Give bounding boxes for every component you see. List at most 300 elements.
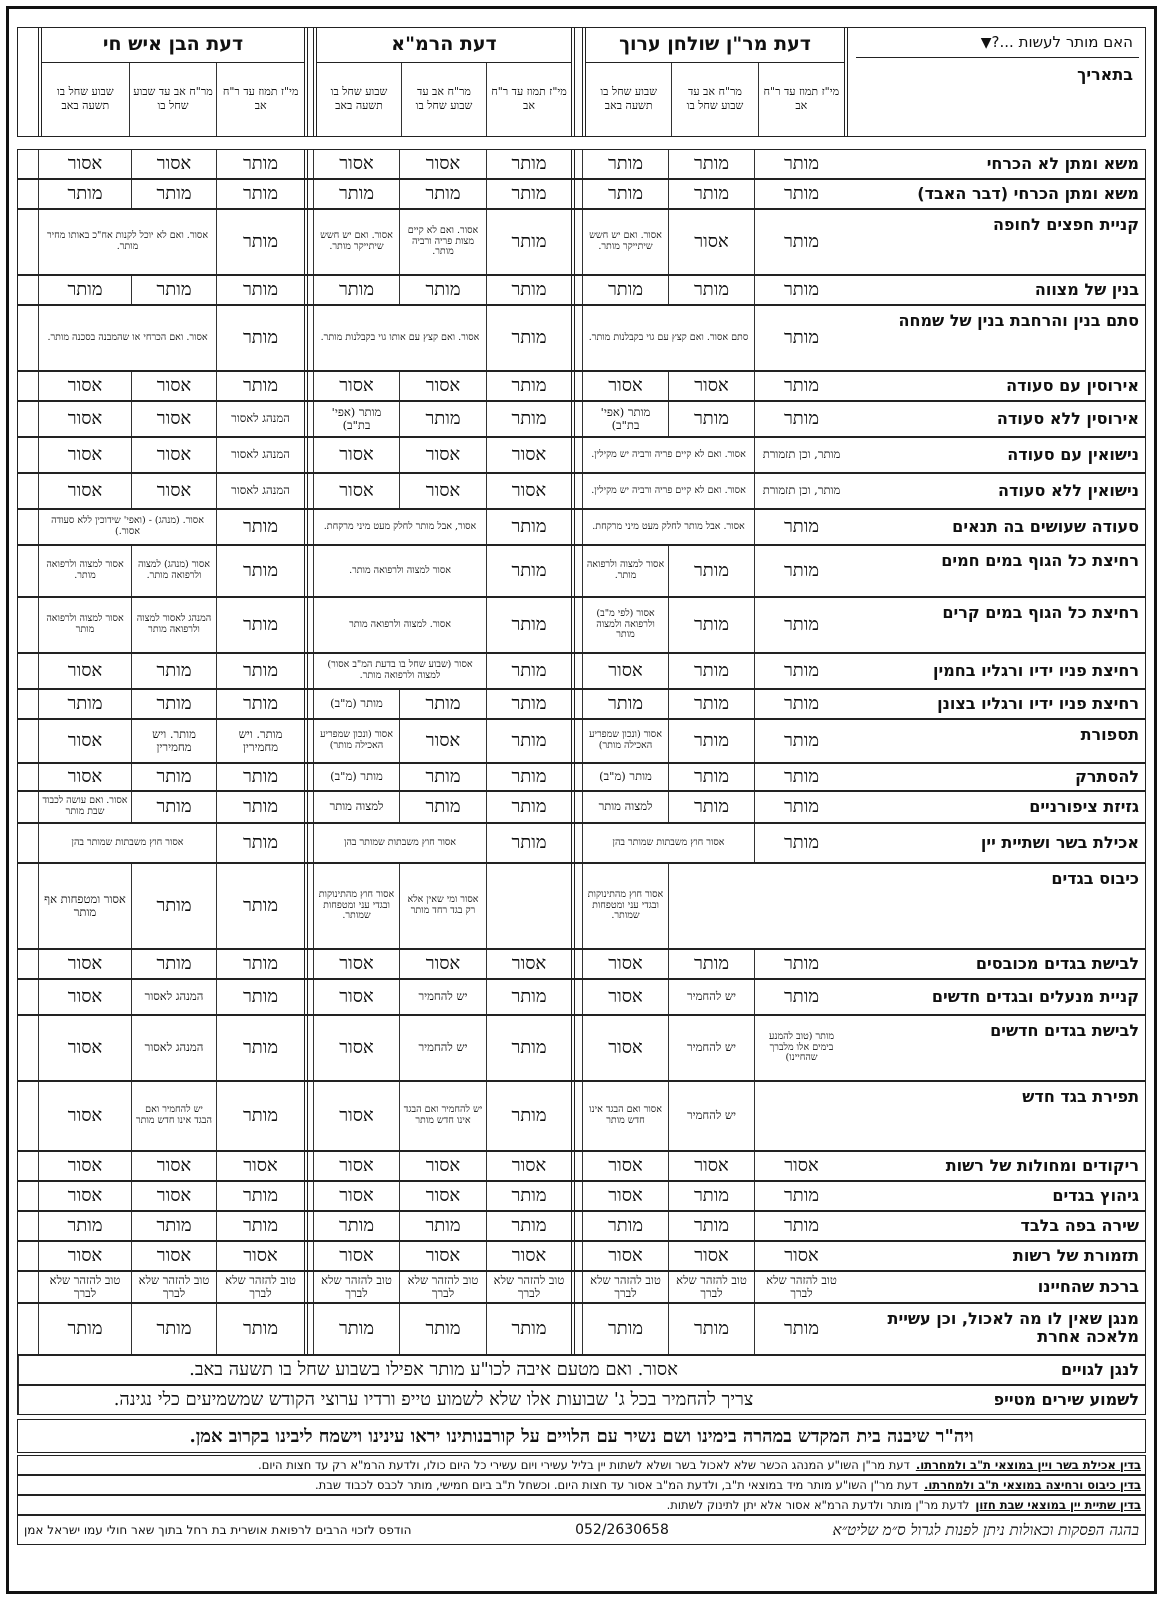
ruling-cell: יש להחמיר: [399, 1016, 486, 1080]
ruling-cell: מותר: [216, 546, 308, 596]
ruling-cell: מותר: [582, 276, 668, 304]
ruling-cell: מותר: [754, 598, 848, 652]
ruling-cell: יש להחמיר: [668, 1082, 754, 1150]
ruling-cell: אסור (מנהג) למצוה ולרפואה מותר.: [131, 546, 216, 596]
period-label: שבוע שחל בו תשעה באב: [56, 85, 114, 113]
ruling-cell: אסור למצוה ולרפואה מותר: [38, 598, 131, 652]
ruling-cell: מותר: [668, 546, 754, 596]
ruling-cell: אסור: [313, 150, 399, 178]
ruling-cell: אסור: [313, 1082, 399, 1150]
ruling-cell: יש להחמיר: [668, 980, 754, 1014]
table-row: [17, 437, 1146, 473]
table-row: [17, 719, 1146, 763]
ruling-cell: אסור: [399, 438, 486, 472]
ruling-cell: אסור חוץ מהתינוקות ובגדי עני ומטפחות שמותר.: [313, 864, 399, 948]
ruling-cell: מותר: [668, 1304, 754, 1354]
ruling-cell: המנהג לאסור: [131, 980, 216, 1014]
ruling-cell: מותר: [754, 690, 848, 718]
ruling-cell: טוב להזהר שלא לברך: [582, 1272, 668, 1302]
ruling-cell: מותר: [216, 1182, 308, 1210]
table-row: [17, 473, 1146, 509]
table-row: [17, 1303, 1146, 1355]
table-row: [17, 1181, 1146, 1211]
ruling-cell: אסור: [38, 150, 131, 178]
ruling-cell: מותר: [313, 1212, 399, 1240]
ruling-cell: אסור (ונכון שמפריע האכילה מותר): [313, 720, 399, 762]
note-title: בדין אכילת בשר ויין במוצאי ת"ב ולמחרתו.: [915, 1458, 1141, 1472]
table-row: [17, 1015, 1146, 1081]
ruling-cell: אסור: [38, 1082, 131, 1150]
ruling-cell: מותר: [216, 864, 308, 948]
period-label: מי"ז תמוז עד ר"ח אב: [758, 63, 844, 136]
ruling-cell: מותר: [582, 690, 668, 718]
note-title: בדין שתיית יין במוצאי שבת חזון: [975, 1498, 1141, 1512]
ruling-cell: מותר: [754, 276, 848, 304]
ruling-cell: מותר: [399, 276, 486, 304]
ruling-cell: מותר (אפי' בת"ב): [582, 402, 668, 436]
ruling-cell: אסור: [582, 1182, 668, 1210]
ruling-cell: אסור למצוה ולרפואה מותר.: [38, 546, 131, 596]
ruling-cell: אסור: [313, 1152, 399, 1180]
ruling-cell: מותר: [216, 276, 308, 304]
ruling-cell: טוב להזהר שלא לברך: [131, 1272, 216, 1302]
ruling-cell: אסור חוץ משבתות שמותר בהן: [38, 824, 216, 862]
table-row: [17, 509, 1146, 545]
table-row: [17, 823, 1146, 863]
ruling-cell: אסור: [399, 150, 486, 178]
ruling-cell: אסור: [38, 980, 131, 1014]
row-question: משא ומתן הכרחי (דבר האבד): [917, 183, 1139, 203]
row-question: בנין של מצווה: [1034, 279, 1139, 299]
ruling-cell: מותר: [486, 150, 575, 178]
ruling-cell: מותר: [216, 372, 308, 400]
ruling-cell: מותר: [486, 510, 575, 544]
ruling-cell: מותר: [131, 864, 216, 948]
ruling-cell: מותר: [668, 950, 754, 978]
row-question: רחיצת פניו ידיו ורגליו בצונן: [937, 693, 1139, 713]
table-row: [17, 1211, 1146, 1241]
ruling-cell: טוב להזהר שלא לברך: [486, 1272, 575, 1302]
ruling-cell: אסור ואם הבגד אינו חדש מותר: [582, 1082, 668, 1150]
ruling-cell: מותר: [754, 1212, 848, 1240]
ruling-cell: מותר: [216, 792, 308, 822]
ruling-cell: יש להחמיר: [399, 980, 486, 1014]
ruling-cell: מותר: [131, 792, 216, 822]
period-label: מר"ח אב עד שבוע שחל בו: [401, 63, 486, 136]
ruling-cell: אסור: [582, 654, 668, 688]
ruling-cell: מותר: [216, 598, 308, 652]
ruling-cell: מותר: [313, 180, 399, 208]
note-text: דעת מר"ן השו"ע המנהג הכשר שלא לאכול בשר ושלא לשתות יין בליל עשירי ויום עשירי כל היום כולו, ולדעת הרמ"א רק עד חצות היום.: [258, 1458, 910, 1472]
ruling-cell: מותר. ויש מחמירין: [216, 720, 308, 762]
row-question: להסתרק: [1075, 766, 1139, 786]
ruling-cell: מותר: [216, 950, 308, 978]
ruling-cell: מותר: [754, 180, 848, 208]
signature: בהגה הפסקות וכאולות ניתן לפנות לגרול ס״מ שליט״א: [832, 1520, 1139, 1539]
ruling-cell: אסור: [399, 1182, 486, 1210]
header-question: [856, 28, 1145, 136]
ruling-cell: יש להחמיר ואם הבגד אינו חדש מותר: [131, 1082, 216, 1150]
ruling-cell: אסור: [313, 1242, 399, 1270]
ruling-cell: אסור (ונכון שמפריע האכילה מותר): [582, 720, 668, 762]
ruling-cell: אסור: [582, 1152, 668, 1180]
table-row: [17, 597, 1146, 653]
prayer-line: ויה"ר שיבנה בית המקדש במהרה בימינו ושם נשיר עם הלויים על קורבנותינו יראו עינינו וישמח ליבינו בקרוב אמן.: [17, 1419, 1146, 1453]
ruling-cell: אסור: [131, 150, 216, 178]
ruling-cell: מותר: [216, 1212, 308, 1240]
group-title: דעת הרמ"א: [317, 28, 571, 63]
ruling-cell: מותר: [668, 654, 754, 688]
ruling-cell: מותר: [486, 1212, 575, 1240]
ruling-cell: מותר: [131, 690, 216, 718]
ruling-cell: מותר: [486, 546, 575, 596]
ruling-cell: אסור: [38, 654, 131, 688]
table-row: [17, 791, 1146, 823]
publisher-line: [17, 1515, 1146, 1545]
ruling-cell: מותר: [131, 1304, 216, 1354]
row-question: אכילת בשר ושתיית יין: [980, 832, 1139, 852]
ruling-cell: [668, 864, 848, 948]
ruling-cell: מותר: [38, 1304, 131, 1354]
row-question: רחיצת פניו ידיו ורגליו בחמין: [933, 660, 1139, 680]
ruling-cell: אסור: [38, 1016, 131, 1080]
ruling-cell: אסור. ואם יש חשש שיתייקר מותר.: [582, 210, 668, 274]
ruling-cell: מותר: [486, 824, 575, 862]
ruling-cell: אסור: [668, 210, 754, 274]
footer-note: [17, 1475, 1146, 1495]
table-row: [17, 209, 1146, 275]
table-row: [17, 653, 1146, 689]
ruling-cell: מותר: [486, 372, 575, 400]
row-question: קניית חפצים לחופה: [992, 215, 1139, 234]
triangle-down-icon: ▼: [980, 35, 992, 51]
ruling-cell: אסור: [486, 1152, 575, 1180]
ruling-cell: אסור: [38, 474, 131, 508]
ruling-cell: אסור: [313, 1016, 399, 1080]
ruling-cell: מותר: [668, 1182, 754, 1210]
note-text: דעת מר"ן השו"ע מותר מיד במוצאי ת"ב, ולדעת המ"ב אסור עד חצות היום. וכשחל ת"ב ביום חמישי, מותר לכבס לכבוד שבת.: [315, 1478, 918, 1492]
row-question: אירוסין עם סעודה: [1006, 375, 1139, 395]
ruling-cell: מותר: [216, 764, 308, 790]
row-question: ריקודים ומחולות של רשות: [945, 1155, 1139, 1175]
ruling-cell: מותר (מ"ב): [313, 764, 399, 790]
ruling-cell: מותר: [313, 1304, 399, 1354]
ruling-cell: אסור: [216, 1152, 308, 1180]
ruling-cell: מותר: [486, 1082, 575, 1150]
period-label: מר"ח אב עד שבוע שחל בו: [129, 63, 217, 136]
ruling-cell: מותר (מ"ב): [313, 690, 399, 718]
ruling-cell: מותר: [582, 1212, 668, 1240]
ruling-cell: מותר: [754, 150, 848, 178]
ruling-cell: מותר: [486, 306, 575, 370]
row-question: סעודה שעושים בה תנאים: [952, 516, 1139, 536]
date-label: בתאריך: [1077, 65, 1133, 85]
ruling-cell: אסור: [399, 950, 486, 978]
table-row: [17, 1151, 1146, 1181]
ruling-cell: אסור: [754, 1152, 848, 1180]
footer-note: [17, 1455, 1146, 1475]
row-question: נישואין עם סעודה: [1007, 444, 1139, 464]
ruling-cell: מותר: [754, 372, 848, 400]
ruling-cell: אסור: [754, 1242, 848, 1270]
ruling-cell: מותר: [754, 306, 848, 370]
ruling-cell: מותר: [754, 210, 848, 274]
row-question: ברכת שהחיינו: [1037, 1276, 1139, 1296]
group-title: דעת מר"ן שולחן ערוך: [586, 28, 844, 63]
ruling-cell: מותר: [754, 1182, 848, 1210]
phone-number: 052/2630658: [575, 1522, 669, 1538]
ruling-cell: מותר: [216, 980, 308, 1014]
ruling-cell: מותר: [754, 654, 848, 688]
table-row: [17, 545, 1146, 597]
ruling-cell: אסור: [38, 720, 131, 762]
note-title: בדין כיבוס ורחיצה במוצאי ת"ב ולמחרתו.: [923, 1478, 1141, 1492]
ruling-cell: מותר: [313, 276, 399, 304]
ruling-cell: אסור: [38, 1152, 131, 1180]
row-question: לבישת בגדים מכובסים: [975, 953, 1139, 973]
ruling-cell: מותר: [668, 180, 754, 208]
ruling-cell: אסור: [131, 402, 216, 436]
ruling-cell: [754, 1082, 848, 1150]
ruling-cell: מותר: [754, 980, 848, 1014]
ruling-cell: אסור: [582, 1242, 668, 1270]
ruling-cell: אסור, אבל מותר לחלק מעט מיני מרקחת.: [313, 510, 486, 544]
ruling-cell: אסור: [399, 720, 486, 762]
ruling-cell: אסור: [38, 1242, 131, 1270]
ruling-cell: מותר (מ"ב): [582, 764, 668, 790]
row-question: כיבוס בגדים: [1051, 869, 1139, 888]
ruling-cell: מותר: [399, 402, 486, 436]
ruling-cell: מותר: [216, 690, 308, 718]
period-label: שבוע שחל בו תשעה באב: [600, 85, 658, 113]
row-question: מנגן שאין לו מה לאכול, וכן עשיית מלאכה אחרת: [887, 1309, 1139, 1347]
ruling-cell: מותר: [38, 1212, 131, 1240]
ruling-cell: יש להחמיר ואם הבגד אינו חדש מותר: [399, 1082, 486, 1150]
ruling-cell: אסור (שבוע שחל בו בדעת המ"ב אסור) למצוה ולרפואה מותר.: [313, 654, 486, 688]
ruling-cell: אסור: [486, 950, 575, 978]
ruling-cell: אסור. ואם עושה לכבוד שבת מותר: [38, 792, 131, 822]
ruling-cell: אסור: [582, 980, 668, 1014]
ruling-cell: אסור: [313, 950, 399, 978]
ruling-cell: אסור: [582, 950, 668, 978]
row-question: שירה בפה בלבד: [1020, 1215, 1139, 1235]
group-header-mechaber: [582, 28, 848, 136]
ruling-cell: אסור למצוה ולרפואה מותר.: [582, 546, 668, 596]
ruling-cell: מותר: [668, 1212, 754, 1240]
ruling-cell: אסור חוץ משבתות שמותר בהן: [582, 824, 754, 862]
ruling-cell: מותר: [754, 402, 848, 436]
row-question: גיהוץ בגדים: [1052, 1185, 1139, 1205]
ruling-cell: מותר: [38, 276, 131, 304]
ruling-cell: מותר: [38, 180, 131, 208]
ruling-cell: מותר: [486, 654, 575, 688]
ruling-cell: מותר: [668, 792, 754, 822]
ruling-cell: מותר: [216, 306, 308, 370]
wide-ruling: אסור. ואם מטעם איבה לכו"ע מותר אפילו בשבוע שחל בו תשעה באב.: [18, 1356, 848, 1384]
ruling-cell: מותר: [486, 792, 575, 822]
ruling-cell: המנהג לאסור: [131, 1016, 216, 1080]
ruling-cell: אסור: [399, 474, 486, 508]
ruling-cell: מותר: [668, 150, 754, 178]
ruling-cell: אסור: [131, 1152, 216, 1180]
ruling-cell: מותר: [582, 150, 668, 178]
ruling-cell: מותר, וכן תזמורת: [754, 438, 848, 472]
ruling-cell: טוב להזהר שלא לברך: [216, 1272, 308, 1302]
ruling-cell: מותר: [399, 764, 486, 790]
footer-note: [17, 1495, 1146, 1515]
row-question: לבישת בגדים חדשים: [990, 1021, 1139, 1040]
ruling-cell: אסור. ואם לא קיים מצות פריה ורביה מותר.: [399, 210, 486, 274]
ruling-cell: אסור: [131, 438, 216, 472]
ruling-cell: אסור: [131, 372, 216, 400]
table-row: [17, 863, 1146, 949]
group-title: דעת הבן איש חי: [42, 28, 304, 63]
ruling-cell: מותר: [668, 598, 754, 652]
ruling-cell: אסור: [399, 1242, 486, 1270]
ruling-cell: מותר: [754, 720, 848, 762]
row-question: קניית מנעלים ובגדים חדשים: [931, 986, 1139, 1006]
ruling-cell: אסור: [486, 438, 575, 472]
ruling-cell: טוב להזהר שלא לברך: [754, 1272, 848, 1302]
ruling-cell: מותר: [668, 720, 754, 762]
group-header-rema: [313, 28, 575, 136]
row-question: גזיזת ציפורניים: [1029, 796, 1139, 816]
ruling-cell: אסור: [582, 1016, 668, 1080]
ruling-cell: אסור: [38, 950, 131, 978]
ruling-cell: מותר: [582, 1304, 668, 1354]
ruling-cell: אסור: [131, 1182, 216, 1210]
table-row: [17, 305, 1146, 371]
ruling-cell: מותר: [754, 764, 848, 790]
ruling-cell: אסור חוץ מהתינוקות ובגדי עני ומטפחות שמותר.: [582, 864, 668, 948]
publisher-text: הודפס לזכוי הרבים לרפואת אושרית בת רחל בתוך שאר חולי עמו ישראל אמן: [24, 1523, 412, 1537]
table-row: [17, 401, 1146, 437]
row-question: סתם בנין והרחבת בנין של שמחה: [898, 311, 1139, 330]
row-question: אירוסין ללא סעודה: [996, 408, 1139, 428]
ruling-cell: מותר: [131, 950, 216, 978]
ruling-cell: טוב להזהר שלא לברך: [313, 1272, 399, 1302]
ruling-cell: מותר, וכן תזמורת: [754, 474, 848, 508]
ruling-cell: אסור: [313, 372, 399, 400]
ruling-cell: מותר: [486, 1304, 575, 1354]
ruling-cell: מותר: [754, 824, 848, 862]
ruling-cell: אסור: [131, 474, 216, 508]
ruling-cell: אסור. ואם הכרחי או שהמבנה בסכנה מותר.: [38, 306, 216, 370]
ruling-cell: מותר: [486, 1016, 575, 1080]
ruling-cell: מותר: [216, 180, 308, 208]
ruling-cell: מותר: [399, 1212, 486, 1240]
note-text: לדעת מר"ן מותר ולדעת הרמ"א אסור אלא יתן לתינוק לשתות.: [666, 1498, 970, 1512]
period-row: [586, 63, 844, 136]
ruling-cell: אסור. (מנהג) - (ואפי' שידוכין ללא סעודה אסור.): [38, 510, 216, 544]
ruling-cell: [486, 864, 575, 948]
ruling-cell: אסור חוץ משבתות שמותר בהן: [313, 824, 486, 862]
ruling-cell: אסור. ואם לא קיים פריה ורביה יש מקילין.: [582, 438, 754, 472]
question-title: [856, 28, 1139, 58]
ruling-cell: המנהג לאסור: [216, 474, 308, 508]
ruling-cell: אסור. אבל מותר לחלק מעט מיני מרקחת.: [582, 510, 754, 544]
ruling-cell: מותר: [486, 1182, 575, 1210]
ruling-cell: אסור. ואם לא יוכל לקנות אח"כ באותו מחיר מותר.: [38, 210, 216, 274]
ruling-cell: אסור: [313, 980, 399, 1014]
ruling-cell: אסור: [38, 764, 131, 790]
table-row: [17, 979, 1146, 1015]
ruling-cell: מותר: [216, 210, 308, 274]
ruling-cell: מותר: [38, 690, 131, 718]
table-row: [17, 371, 1146, 401]
ruling-cell: מותר: [754, 510, 848, 544]
ruling-cell: מותר: [216, 1304, 308, 1354]
row-question: לנגן לגויים: [1060, 1359, 1139, 1379]
ruling-cell: אסור: [486, 474, 575, 508]
row-question: נישואין ללא סעודה: [997, 480, 1139, 500]
ruling-cell: אסור: [38, 402, 131, 436]
ruling-cell: מותר: [216, 824, 308, 862]
ruling-cell: מותר: [399, 792, 486, 822]
table-header: [17, 27, 1146, 137]
ruling-cell: מותר: [216, 150, 308, 178]
table-row: [17, 149, 1146, 179]
ruling-cell: אסור. ואם לא קיים פריה ורביה יש מקילין.: [582, 474, 754, 508]
ruling-cell: אסור למצוה ולרפואה מותר.: [313, 546, 486, 596]
ruling-cell: מותר: [668, 402, 754, 436]
ruling-cell: אסור. ואם יש חשש שיתייקר מותר.: [313, 210, 399, 274]
period-label: שבוע שחל בו תשעה באב: [330, 85, 388, 113]
ruling-cell: אסור. למצוה ולרפואה מותר: [313, 598, 486, 652]
ruling-cell: טוב להזהר שלא לברך: [668, 1272, 754, 1302]
ruling-cell: מותר: [131, 1212, 216, 1240]
ruling-cell: אסור: [668, 372, 754, 400]
ruling-cell: מותר: [486, 690, 575, 718]
ruling-cell: מותר: [668, 764, 754, 790]
ruling-cell: מותר: [216, 1016, 308, 1080]
ruling-cell: אסור: [216, 1242, 308, 1270]
ruling-cell: המנהג לאסור למצוה ולרפואה מותר: [131, 598, 216, 652]
group-header-bih: [38, 28, 308, 136]
wide-row: [17, 1355, 1146, 1385]
ruling-cell: מותר: [486, 276, 575, 304]
ruling-cell: מותר: [668, 690, 754, 718]
ruling-cell: טוב להזהר שלא לברך: [399, 1272, 486, 1302]
ruling-cell: מותר (טוב להמנע בימים אלו מלברך שהחיינו): [754, 1016, 848, 1080]
ruling-cell: אסור ומטפחות אף מותר: [38, 864, 131, 948]
halacha-table: [6, 6, 1157, 1594]
period-label: מר"ח אב עד שבוע שחל בו: [671, 63, 757, 136]
ruling-cell: למצוה מותר: [313, 792, 399, 822]
row-question: תזמורת של רשות: [1012, 1245, 1139, 1265]
ruling-cell: מותר: [486, 180, 575, 208]
row-question: רחיצת כל הגוף במים חמים: [941, 551, 1139, 570]
ruling-cell: מותר: [668, 276, 754, 304]
ruling-cell: אסור: [313, 474, 399, 508]
ruling-cell: מותר: [399, 1304, 486, 1354]
row-question: לשמוע שירים מטייפ: [993, 1389, 1139, 1409]
period-label: מי"ז תמוז עד ר"ח אב: [486, 63, 571, 136]
question-text: האם מותר לעשות ...?: [991, 33, 1133, 51]
ruling-cell: מותר: [486, 210, 575, 274]
ruling-cell: מותר: [754, 950, 848, 978]
ruling-cell: אסור ומי שאין אלא רק בגד רחד מותר: [399, 864, 486, 948]
ruling-cell: מותר: [486, 598, 575, 652]
ruling-cell: המנהג לאסור: [216, 402, 308, 436]
ruling-cell: סתם אסור. ואם קצץ עם גוי בקבלנות מותר.: [582, 306, 754, 370]
ruling-cell: מותר: [754, 546, 848, 596]
ruling-cell: אסור: [399, 372, 486, 400]
ruling-cell: מותר: [399, 690, 486, 718]
ruling-cell: אסור: [399, 1152, 486, 1180]
ruling-cell: מותר: [486, 764, 575, 790]
ruling-cell: מותר: [486, 402, 575, 436]
